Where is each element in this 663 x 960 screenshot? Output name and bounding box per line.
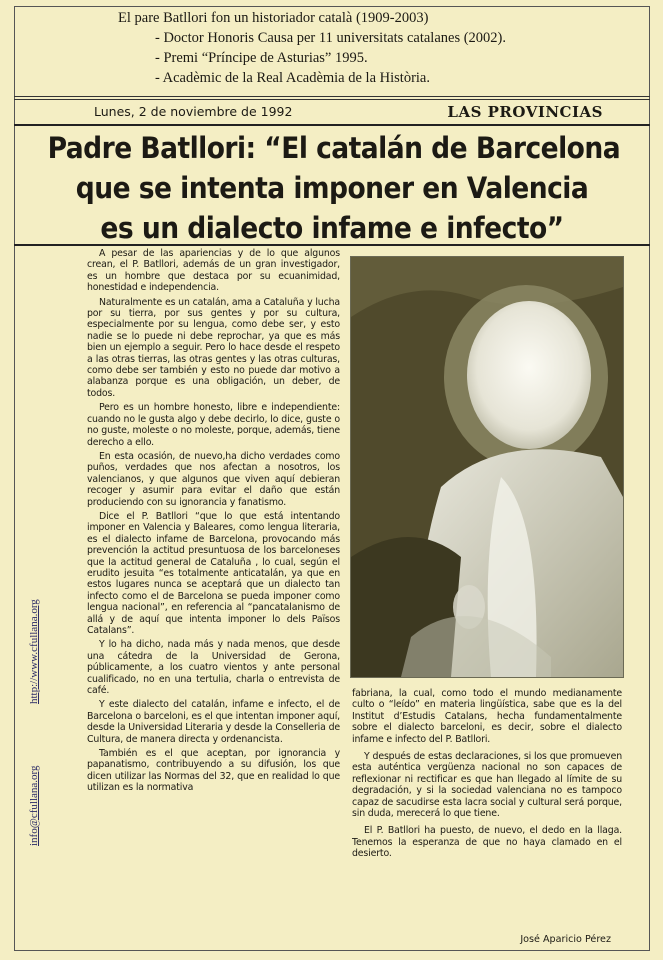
- note-line-4: - Acadèmic de la Real Acadèmia de la Història.: [155, 70, 430, 86]
- article-paragraph: En esta ocasión, de nuevo,ha dicho verdades como puños, verdades que nos afectan a nosotros, los valencianos, y que algunos que viven aquí debieran recoger y asumir para evitar el daño que están produciendo con su ignorancia y fanatismo.: [87, 450, 340, 508]
- article-column-left: [87, 248, 340, 797]
- article-paragraph: El P. Batllori ha puesto, de nuevo, el dedo en la llaga. Tenemos la esperanza de que no haya clamado en el desierto.: [352, 825, 622, 860]
- headline-line-1: Padre Batllori: “El catalán de Barcelona: [47, 131, 621, 165]
- headline-rule: [14, 244, 650, 246]
- article-paragraph: A pesar de las apariencias y de lo que algunos crean, el P. Batllori, además de un gran investigador, es un hombre que destaca por su ecuanimidad, honestidad e independencia.: [87, 248, 340, 294]
- note-line-3: - Premi “Príncipe de Asturias” 1995.: [155, 50, 368, 66]
- article-paragraph: Pero es un hombre honesto, libre e independiente: cuando no le gusta algo y debe decirlo, lo dice, guste o no guste, moleste o no moleste, porque, además, tiene derecho a ello.: [87, 402, 340, 448]
- website-link[interactable]: http://www.cfullana.org: [28, 599, 40, 704]
- article-paragraph: Dice el P. Batllori “que lo que está intentando imponer en Valencia y Baleares, como lengua literaria, es el dialecto infame de Barcelona, provocando más prevención la actitud presuntuosa de los barceloneses que la actitud general de Cataluña , lo cual, según el erudito jesuita “es totalmente anticatalán, ya que en estos lugares nunca se aceptará que un dialecto tan infecto como el de Barcelona se pueda imponer como lengua nacional”, en referencia al “pancatalanismo de allá y de aquí que intenta imponer lo dels Països Catalans”.: [87, 510, 340, 636]
- article-column-right: [352, 688, 622, 866]
- email-link[interactable]: info@cfullana.org: [28, 765, 40, 846]
- portrait-photo-drawing: [351, 257, 623, 677]
- article-paragraph: Y este dialecto del catalán, infame e infecto, el de Barcelona o barceloni, es el que intentan imponer aquí, desde la Universidad Literaria y desde la Conselleria de Cultura, de manera directa y ordenancista.: [87, 699, 340, 745]
- article-paragraph: Y lo ha dicho, nada más y nada menos, que desde una cátedra de la Universidad de Gerona, públicamente, a los cuatro vientos y ante personal cualificado, no en una tertulia, charla o entrevista de café.: [87, 639, 340, 697]
- headline: [47, 128, 621, 248]
- portrait-photo: [350, 256, 624, 678]
- newspaper-masthead: LAS PROVINCIAS: [447, 103, 603, 121]
- headline-line-3: es un dialecto infame e infecto”: [100, 211, 564, 245]
- article-paragraph: fabriana, la cual, como todo el mundo medianamente culto o “leído” en materia lingüística, sabe que es la del Institut d’Estudis Catalans, hecha fundamentalmente sobre el dialecto barceloni, es decir, sobre el dialecto infame e infecto del P. Batllori.: [352, 688, 622, 745]
- divider: [14, 96, 650, 97]
- masthead-rule: [14, 124, 650, 126]
- author-signature: José Aparicio Pérez: [520, 934, 611, 945]
- article-paragraph: Y después de estas declaraciones, si los que promueven esta auténtica vergüenza nacional no son capaces de reflexionar ni rectificar es que han llegado al límite de su degradación, y si la sociedad valenciana no es tampoco capaz de sacudirse esta lacra social y cultural será porque, sin duda, merecerá lo que tiene.: [352, 751, 622, 820]
- article-paragraph: Naturalmente es un catalán, ama a Cataluña y lucha por su tierra, por sus gentes y por su cultura, especialmente por su lengua, como debe ser, y esto nadie se lo puede ni debe reprochar, ya que es más bien un ejemplo a seguir. Pero lo hace desde el respeto a las otras tierras, las otras gentes y las otras culturas, como debe ser también y esto no puede dar motivo a alabanza porque es una obligación, un deber, de todos.: [87, 296, 340, 399]
- note-line-2: - Doctor Honoris Causa per 11 universitats catalanes (2002).: [155, 30, 506, 46]
- headline-line-2: que se intenta imponer en Valencia: [75, 171, 589, 205]
- note-line-1: El pare Batllori fon un historiador català (1909-2003): [118, 10, 429, 26]
- newspaper-date: Lunes, 2 de noviembre de 1992: [94, 104, 293, 119]
- divider: [14, 99, 650, 100]
- article-paragraph: También es el que aceptan, por ignorancia y papanatismo, contribuyendo a su difusión, los que dicen utilizar las Normas del 32, que en realidad lo que utilizan es la normativa: [87, 748, 340, 794]
- header-note: [18, 8, 646, 96]
